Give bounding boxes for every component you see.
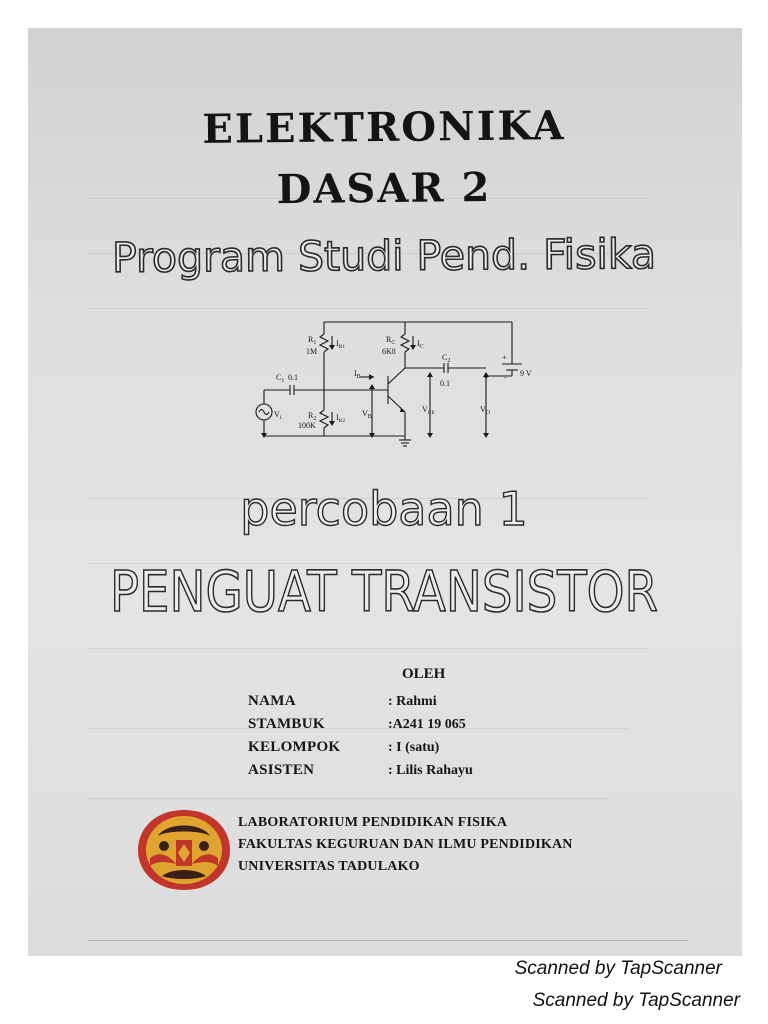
rc-label: $R_C$: [386, 335, 396, 346]
info-key: NAMA: [248, 693, 296, 709]
university-logo: [136, 806, 232, 892]
info-row-asisten: [248, 759, 473, 782]
title-line-1: ELEKTRONIKA: [202, 102, 566, 153]
info-key: ASISTEN: [248, 762, 315, 778]
transistor-amplifier-circuit-diagram: [250, 316, 540, 448]
info-key: KELOMPOK: [248, 739, 341, 755]
ic-label: $I_C$: [417, 339, 424, 350]
experiment-title: PENGUAT TRANSISTOR: [109, 560, 659, 625]
c2-label: $C_2$: [442, 353, 451, 364]
info-value: : Lilis Rahayu: [388, 762, 473, 778]
r1-value: 1M: [306, 347, 318, 356]
info-key: STAMBUK: [248, 716, 325, 732]
info-value: :A241 19 065: [388, 716, 466, 732]
supply-voltage: 9 V: [520, 369, 532, 378]
institution-block: [238, 812, 573, 878]
supply-plus: +: [502, 353, 507, 362]
experiment-number: percobaan 1: [240, 482, 528, 536]
r2-value: 100K: [298, 421, 316, 430]
scanner-watermark-2: Scanned by TapScanner: [532, 990, 740, 1011]
info-value: : I (satu): [388, 739, 440, 755]
vi-label: $V_i$: [274, 410, 282, 421]
c1-value: 0.1: [288, 373, 298, 382]
vb-label: $V_B$: [362, 409, 372, 420]
institution-university: UNIVERSITAS TADULAKO: [238, 859, 420, 874]
info-row-nama: [248, 690, 473, 713]
info-row-stambuk: [248, 713, 473, 736]
c1-label: $C_1$: [276, 373, 285, 384]
info-row-kelompok: [248, 736, 473, 759]
c2-value: 0.1: [440, 379, 450, 388]
author-info: [248, 690, 473, 782]
ib-label: $I_B$: [354, 369, 361, 380]
bleed-through-line: [88, 308, 648, 309]
vce-label: $V_{CE}$: [422, 405, 435, 416]
bleed-through-line: [88, 648, 648, 649]
supply-minus: -: [504, 373, 507, 382]
vo-label: $V_O$: [480, 405, 491, 416]
i-r1-label: $I_{R1}$: [336, 339, 346, 350]
author-heading: OLEH: [402, 666, 446, 682]
r1-label: $R_1$: [308, 335, 317, 346]
rc-value: 6K8: [382, 347, 396, 356]
scanner-watermark-1: Scanned by TapScanner: [514, 958, 722, 979]
institution-lab: LABORATORIUM PENDIDIKAN FISIKA: [238, 815, 508, 830]
program-title: Program Studi Pend. Fisika: [111, 230, 657, 282]
bleed-through-line: [88, 940, 688, 941]
info-value: : Rahmi: [388, 693, 437, 709]
bleed-through-line: [88, 798, 608, 799]
r2-label: $R_2$: [308, 411, 317, 422]
title-line-2: DASAR 2: [276, 163, 492, 214]
institution-faculty: FAKULTAS KEGURUAN DAN ILMU PENDIDIKAN: [238, 837, 573, 852]
i-r2-label: $I_{R2}$: [336, 413, 346, 424]
